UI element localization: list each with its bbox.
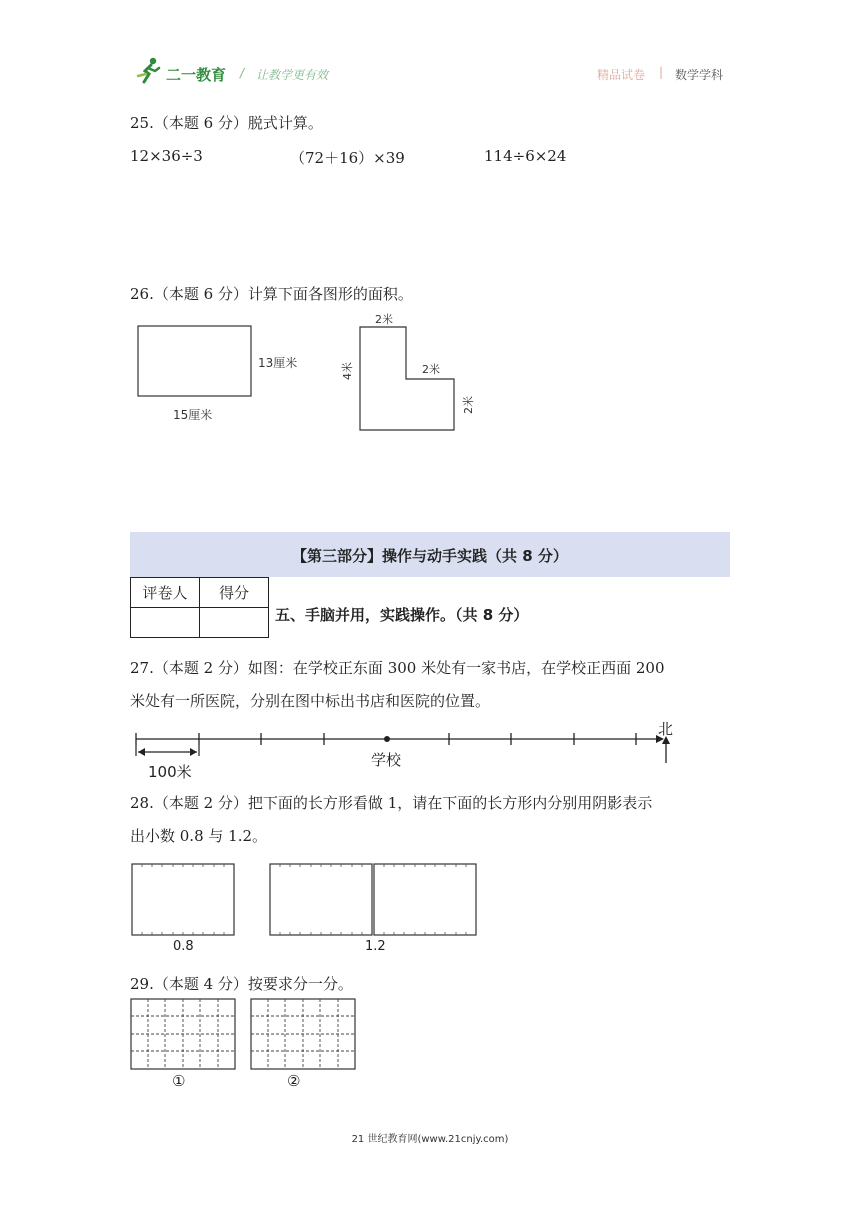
slogan-divider: / [240, 66, 245, 80]
score-table-cell-grader [131, 608, 200, 638]
section-title: 【第三部分】操作与动手实践（共 8 分） [292, 547, 568, 565]
q28-ticks [142, 864, 466, 935]
q27-north-label: 北 [658, 720, 674, 738]
q29-grids [128, 996, 368, 1091]
score-table-cell-score [200, 608, 269, 638]
q25-title: 25.（本题 6 分）脱式计算。 [130, 114, 323, 132]
q28-rectangles [128, 860, 488, 955]
q27-line2: 米处有一所医院，分别在图中标出书店和医院的位置。 [130, 692, 491, 710]
q26-rect-height-label: 13厘米 [258, 356, 298, 370]
q28-label-0-8: 0.8 [173, 939, 194, 954]
q28-rect-1 [132, 864, 234, 935]
q28-line1: 28.（本题 2 分）把下面的长方形看做 1，请在下面的长方形内分别用阴影表示 [130, 794, 653, 812]
q27-scale-arrow-right [190, 748, 197, 756]
q28-label-1-2: 1.2 [365, 939, 386, 954]
q29-label-2: ② [287, 1072, 301, 1090]
q26-rect-width-label: 15厘米 [173, 408, 213, 422]
q28-line2: 出小数 0.8 与 1.2。 [130, 827, 268, 845]
q26-l-top-label: 2米 [375, 313, 393, 326]
slogan: 让教学更有效 [256, 68, 329, 82]
part5-title: 五、手脑并用，实践操作。（共 8 分） [275, 606, 529, 624]
score-table [130, 577, 269, 638]
score-table-header-grader: 评卷人 [131, 578, 200, 608]
q27-number-line [130, 716, 690, 786]
page-footer: 21 世纪教育网(www.21cnjy.com) [351, 1134, 509, 1145]
q26-l-left-label: 4米 [341, 362, 354, 380]
q25-expr-1: 12×36÷3 [130, 147, 203, 165]
q27-school-point [384, 736, 390, 742]
header-separator: | [659, 65, 664, 79]
q26-l-right-label: 2米 [462, 396, 475, 414]
runner-logo-icon [135, 56, 163, 84]
q28-rect-2a [270, 864, 372, 935]
header-subject: 数学学科 [675, 68, 724, 82]
q26-figures [130, 310, 490, 440]
header-tag: 精品试卷 [597, 68, 646, 82]
section-header-bar [130, 532, 730, 577]
q26-l-shape [360, 327, 454, 430]
q25-expr-3: 114÷6×24 [484, 147, 567, 165]
score-table-header-score: 得分 [200, 578, 269, 608]
q26-title: 26.（本题 6 分）计算下面各图形的面积。 [130, 285, 413, 303]
q27-line1: 27.（本题 2 分）如图：在学校正东面 300 米处有一家书店，在学校正西面 200 [130, 659, 665, 677]
q28-rect-2b [374, 864, 476, 935]
q27-school-label: 学校 [371, 751, 402, 769]
q27-scale-arrow-left [138, 748, 145, 756]
q26-l-step-label: 2米 [422, 363, 440, 376]
q29-label-1: ① [172, 1072, 186, 1090]
q26-rectangle [138, 326, 251, 396]
q27-scale-label: 100米 [148, 763, 192, 781]
logo-text: 二一教育 [166, 66, 227, 84]
q29-title: 29.（本题 4 分）按要求分一分。 [130, 975, 353, 993]
q25-expr-2: （72＋16）×39 [290, 149, 405, 167]
